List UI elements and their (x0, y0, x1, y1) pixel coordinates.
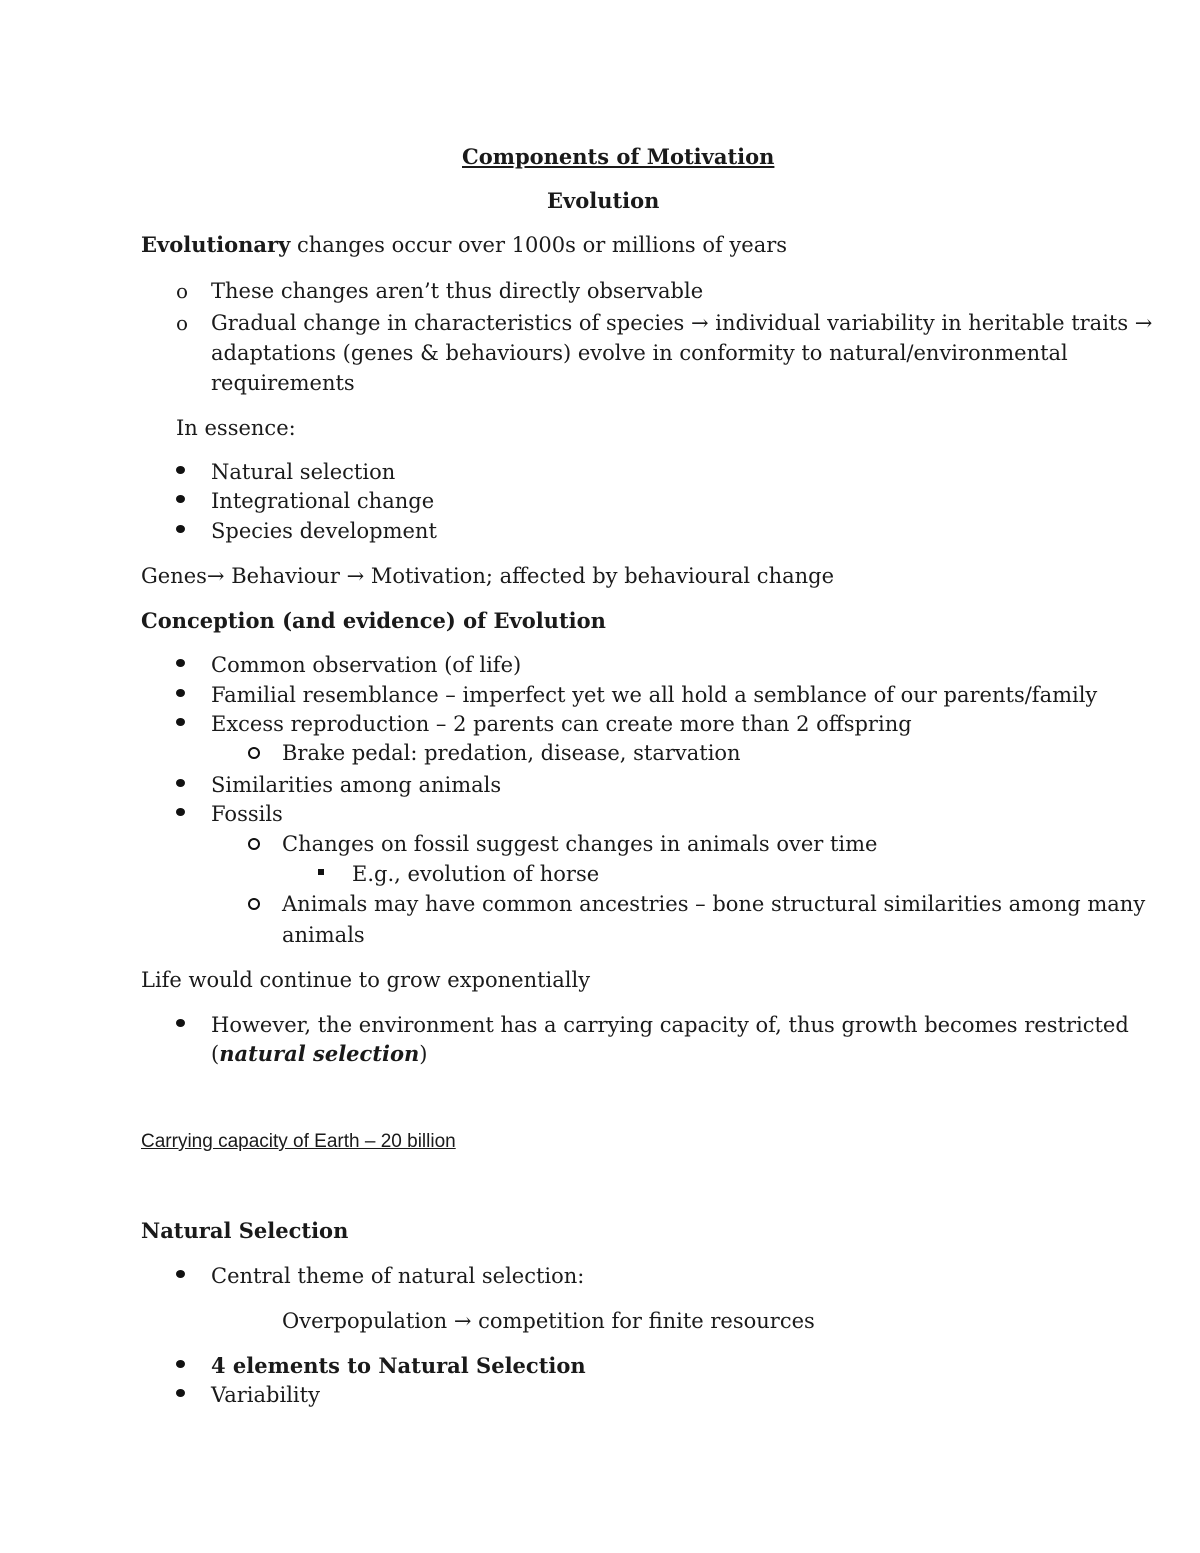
list-item: However, the environment has a carrying capacity of, thus growth becomes restricted (211, 1013, 1129, 1037)
list-item: Familial resemblance – imperfect yet we all hold a semblance of our parents/family (211, 683, 1098, 707)
list-item: Excess reproduction – 2 parents can create more than 2 offspring (211, 712, 912, 736)
list-item: Similarities among animals (211, 773, 502, 797)
carrying-capacity-heading: Carrying capacity of Earth – 20 billion (141, 1131, 456, 1152)
list-item: Integrational change (211, 489, 435, 513)
intro-rest: changes occur over 1000s or millions of years (290, 233, 788, 257)
natural-selection-heading: Natural Selection (141, 1218, 349, 1243)
intro-paragraph (141, 230, 787, 260)
sub-list-item: Changes on fossil suggest changes in animals over time (282, 832, 878, 856)
bullet-dot-icon (176, 659, 185, 667)
circle-bullet-icon (248, 747, 260, 759)
list-item: Gradual change in characteristics of species → individual variability in heritable traits → (211, 311, 1153, 335)
section-heading-evolution: Evolution (547, 188, 660, 213)
conception-heading: Conception (and evidence) of Evolution (141, 608, 606, 633)
list-item-continuation (211, 1039, 427, 1069)
overpopulation-line: Overpopulation → competition for finite resources (282, 1309, 815, 1333)
bullet-dot-icon (176, 689, 185, 697)
bullet-dot-icon (176, 1360, 185, 1368)
list-item: Fossils (211, 802, 283, 826)
bullet-dot-icon (176, 466, 185, 474)
sub-list-item-continuation: animals (282, 923, 365, 947)
list-item-continuation: requirements (211, 371, 355, 395)
circle-bullet-icon (248, 838, 260, 850)
paren-close: ) (419, 1042, 428, 1066)
list-item: Natural selection (211, 460, 396, 484)
list-item-continuation: adaptations (genes & behaviours) evolve in conformity to natural/environmental (211, 341, 1068, 365)
o-bullet-icon: o (176, 279, 189, 303)
list-item: These changes aren’t thus directly observable (211, 279, 704, 303)
bullet-dot-icon (176, 779, 185, 787)
in-essence-label: In essence: (176, 416, 296, 440)
genes-line: Genes→ Behaviour → Motivation; affected by behavioural change (141, 564, 835, 588)
sub-sub-list-item: E.g., evolution of horse (352, 862, 600, 886)
list-item: Variability (211, 1383, 320, 1407)
o-bullet-icon: o (176, 311, 189, 335)
paren-open: ( (211, 1042, 220, 1066)
sub-list-item: Animals may have common ancestries – bone structural similarities among many (282, 892, 1146, 916)
intro-bold-term: Evolutionary (141, 232, 291, 257)
bullet-dot-icon (176, 525, 185, 533)
square-bullet-icon (318, 869, 324, 875)
list-item: Species development (211, 519, 437, 543)
life-line: Life would continue to grow exponentially (141, 968, 591, 992)
bullet-dot-icon (176, 1019, 185, 1027)
emphasis-natural-selection: natural selection (219, 1041, 420, 1066)
bullet-dot-icon (176, 718, 185, 726)
list-item: 4 elements to Natural Selection (211, 1353, 586, 1378)
bullet-dot-icon (176, 808, 185, 816)
circle-bullet-icon (248, 898, 260, 910)
document-title: Components of Motivation (462, 144, 775, 169)
list-item: Common observation (of life) (211, 653, 522, 677)
list-item: Central theme of natural selection: (211, 1264, 585, 1288)
bullet-dot-icon (176, 495, 185, 503)
bullet-dot-icon (176, 1270, 185, 1278)
bullet-dot-icon (176, 1389, 185, 1397)
sub-list-item: Brake pedal: predation, disease, starvation (282, 741, 741, 765)
